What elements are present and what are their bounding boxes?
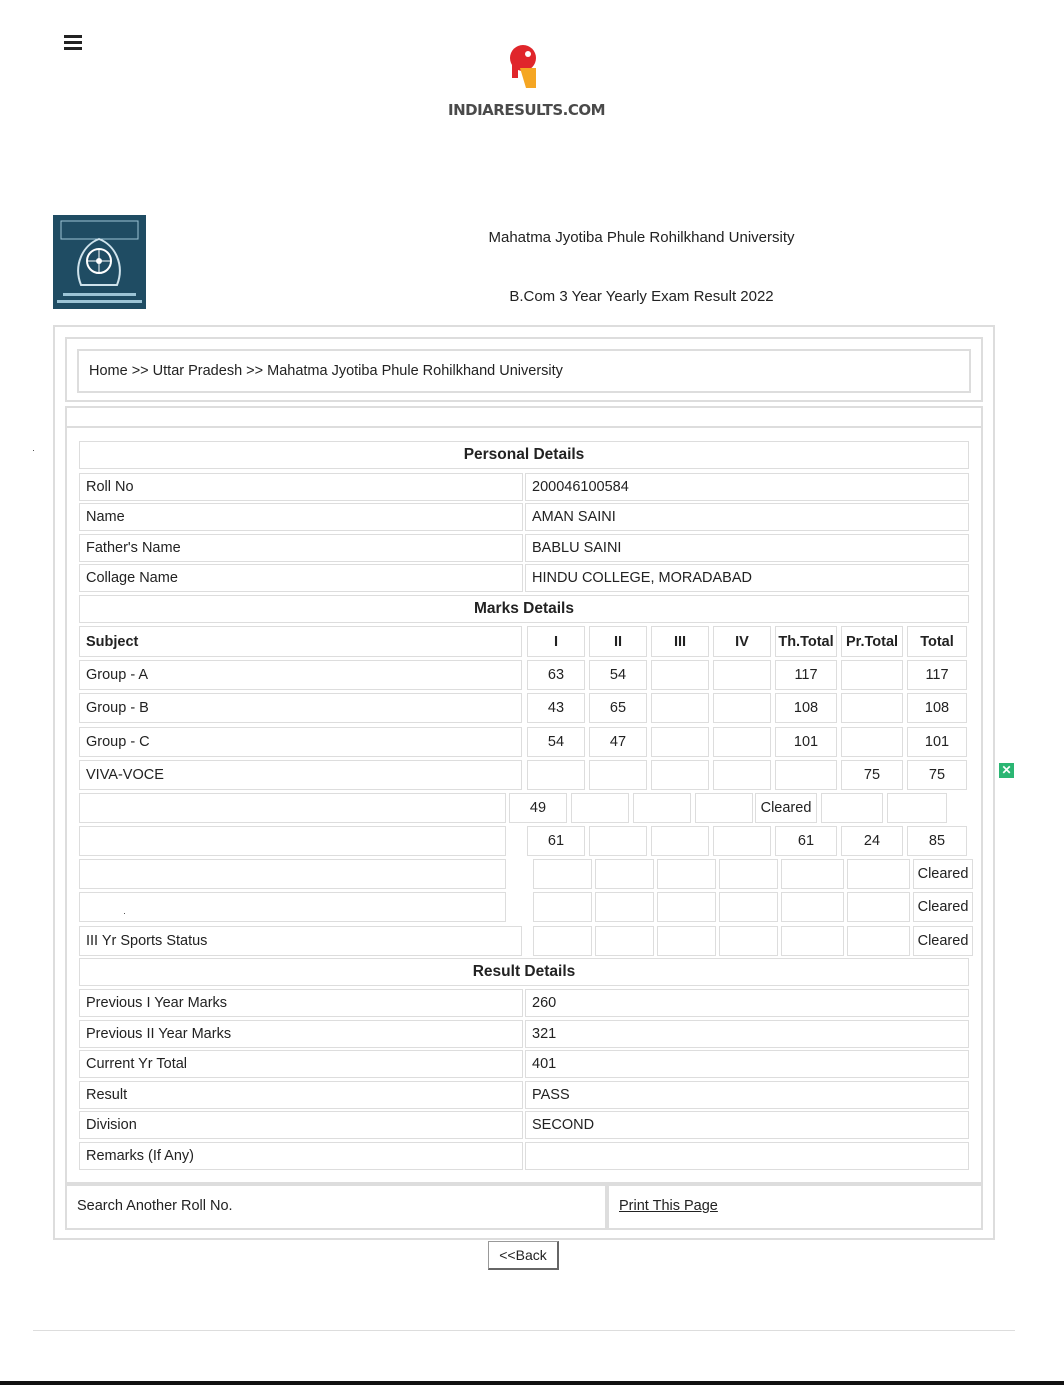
marks-value-cell: 108 [775, 693, 837, 723]
marks-value-cell [847, 926, 910, 956]
result-label: Previous I Year Marks [79, 989, 523, 1017]
marks-header-col: Pr.Total [841, 626, 903, 657]
marks-header-col: Th.Total [775, 626, 837, 657]
marks-value-cell: 54 [527, 727, 585, 757]
personal-label: Collage Name [79, 564, 523, 592]
result-value: SECOND [525, 1111, 969, 1139]
marks-details-heading: Marks Details [79, 595, 969, 623]
marks-value-cell [651, 826, 709, 856]
ad-close-icon[interactable]: ✕ [999, 763, 1014, 778]
marks-header-subject: Subject [79, 626, 522, 657]
marks-value-cell [651, 693, 709, 723]
indiaresults-logo[interactable] [448, 44, 606, 124]
marks-subject-cell [79, 892, 506, 922]
marks-header-col: III [651, 626, 709, 657]
marks-value-cell [595, 926, 654, 956]
marks-value-cell [571, 793, 629, 823]
marks-value-cell: 54 [589, 660, 647, 690]
stray-dot [124, 913, 125, 914]
marks-value-cell: 75 [841, 760, 903, 790]
stray-dot [33, 450, 34, 451]
marks-value-cell [821, 793, 883, 823]
marks-value-cell [781, 859, 844, 889]
university-logo [53, 215, 146, 309]
marks-value-cell: 101 [907, 727, 967, 757]
marks-value-cell [713, 826, 771, 856]
back-button[interactable]: <<Back [488, 1241, 559, 1270]
marks-value-cell: Cleared [913, 926, 973, 956]
marks-subject-cell: III Yr Sports Status [79, 926, 522, 956]
result-label: Previous II Year Marks [79, 1020, 523, 1048]
marks-value-cell: Cleared [913, 859, 973, 889]
result-label: Division [79, 1111, 523, 1139]
marks-subject-cell [79, 793, 506, 823]
personal-value: BABLU SAINI [525, 534, 969, 562]
marks-value-cell [847, 892, 910, 922]
result-value: PASS [525, 1081, 969, 1109]
marks-value-cell [887, 793, 947, 823]
marks-value-cell [713, 727, 771, 757]
personal-value: HINDU COLLEGE, MORADABAD [525, 564, 969, 592]
marks-subject-cell: Group - B [79, 693, 522, 723]
marks-value-cell [589, 760, 647, 790]
marks-value-cell: Cleared [913, 892, 973, 922]
marks-value-cell [719, 926, 778, 956]
result-value [525, 1142, 969, 1170]
marks-value-cell: 117 [775, 660, 837, 690]
marks-value-cell [533, 859, 592, 889]
result-label: Result [79, 1081, 523, 1109]
marks-value-cell [527, 760, 585, 790]
print-cell [607, 1184, 983, 1230]
marks-subject-cell [79, 859, 506, 889]
marks-value-cell [841, 660, 903, 690]
marks-value-cell [657, 859, 716, 889]
marks-value-cell: Cleared [755, 793, 817, 823]
divider [33, 1330, 1015, 1331]
marks-value-cell [841, 727, 903, 757]
logo-text: INDIARESULTS.COM [448, 101, 606, 119]
personal-value: AMAN SAINI [525, 503, 969, 531]
marks-value-cell [533, 926, 592, 956]
marks-subject-cell: Group - A [79, 660, 522, 690]
marks-value-cell: 63 [527, 660, 585, 690]
marks-value-cell [781, 926, 844, 956]
marks-value-cell [713, 660, 771, 690]
marks-header-col: IV [713, 626, 771, 657]
spacer-row [65, 406, 983, 428]
marks-value-cell [589, 826, 647, 856]
marks-value-cell [651, 660, 709, 690]
marks-value-cell [633, 793, 691, 823]
result-value: 260 [525, 989, 969, 1017]
marks-value-cell [657, 892, 716, 922]
marks-value-cell [695, 793, 753, 823]
marks-value-cell: 47 [589, 727, 647, 757]
marks-header-col: I [527, 626, 585, 657]
marks-value-cell [775, 760, 837, 790]
marks-value-cell [719, 859, 778, 889]
marks-value-cell: 61 [527, 826, 585, 856]
personal-label: Father's Name [79, 534, 523, 562]
marks-value-cell: 24 [841, 826, 903, 856]
marks-value-cell: 61 [775, 826, 837, 856]
exam-title: B.Com 3 Year Yearly Exam Result 2022 [509, 288, 774, 305]
search-another-roll-link[interactable]: Search Another Roll No. [65, 1184, 607, 1230]
hamburger-menu-icon[interactable] [64, 35, 82, 51]
marks-value-cell: 75 [907, 760, 967, 790]
print-page-link[interactable]: Print This Page [619, 1198, 718, 1214]
marks-subject-cell: Group - C [79, 727, 522, 757]
personal-details-heading: Personal Details [79, 441, 969, 469]
marks-value-cell [651, 760, 709, 790]
marks-value-cell: 85 [907, 826, 967, 856]
marks-header-col: II [589, 626, 647, 657]
marks-value-cell: 49 [509, 793, 567, 823]
result-value: 401 [525, 1050, 969, 1078]
marks-value-cell: 43 [527, 693, 585, 723]
marks-value-cell: 108 [907, 693, 967, 723]
personal-value: 200046100584 [525, 473, 969, 501]
marks-value-cell [713, 760, 771, 790]
result-label: Remarks (If Any) [79, 1142, 523, 1170]
marks-subject-cell [79, 826, 506, 856]
university-emblem-icon [53, 215, 146, 309]
marks-value-cell [657, 926, 716, 956]
marks-value-cell: 117 [907, 660, 967, 690]
marks-value-cell [713, 693, 771, 723]
bottom-bar [0, 1381, 1064, 1385]
marks-value-cell [533, 892, 592, 922]
marks-value-cell [841, 693, 903, 723]
marks-value-cell [595, 892, 654, 922]
result-value: 321 [525, 1020, 969, 1048]
university-name: Mahatma Jyotiba Phule Rohilkhand University [488, 229, 795, 246]
marks-value-cell: 101 [775, 727, 837, 757]
result-details-heading: Result Details [79, 958, 969, 986]
breadcrumb[interactable]: Home >> Uttar Pradesh >> Mahatma Jyotiba Phule Rohilkhand University [77, 349, 971, 393]
marks-value-cell [847, 859, 910, 889]
marks-value-cell: 65 [589, 693, 647, 723]
marks-value-cell [651, 727, 709, 757]
marks-value-cell [781, 892, 844, 922]
marks-value-cell [595, 859, 654, 889]
marks-subject-cell: VIVA-VOCE [79, 760, 522, 790]
personal-label: Roll No [79, 473, 523, 501]
personal-label: Name [79, 503, 523, 531]
result-label: Current Yr Total [79, 1050, 523, 1078]
marks-header-col: Total [907, 626, 967, 657]
marks-value-cell [719, 892, 778, 922]
logo-mark-icon [448, 44, 600, 104]
